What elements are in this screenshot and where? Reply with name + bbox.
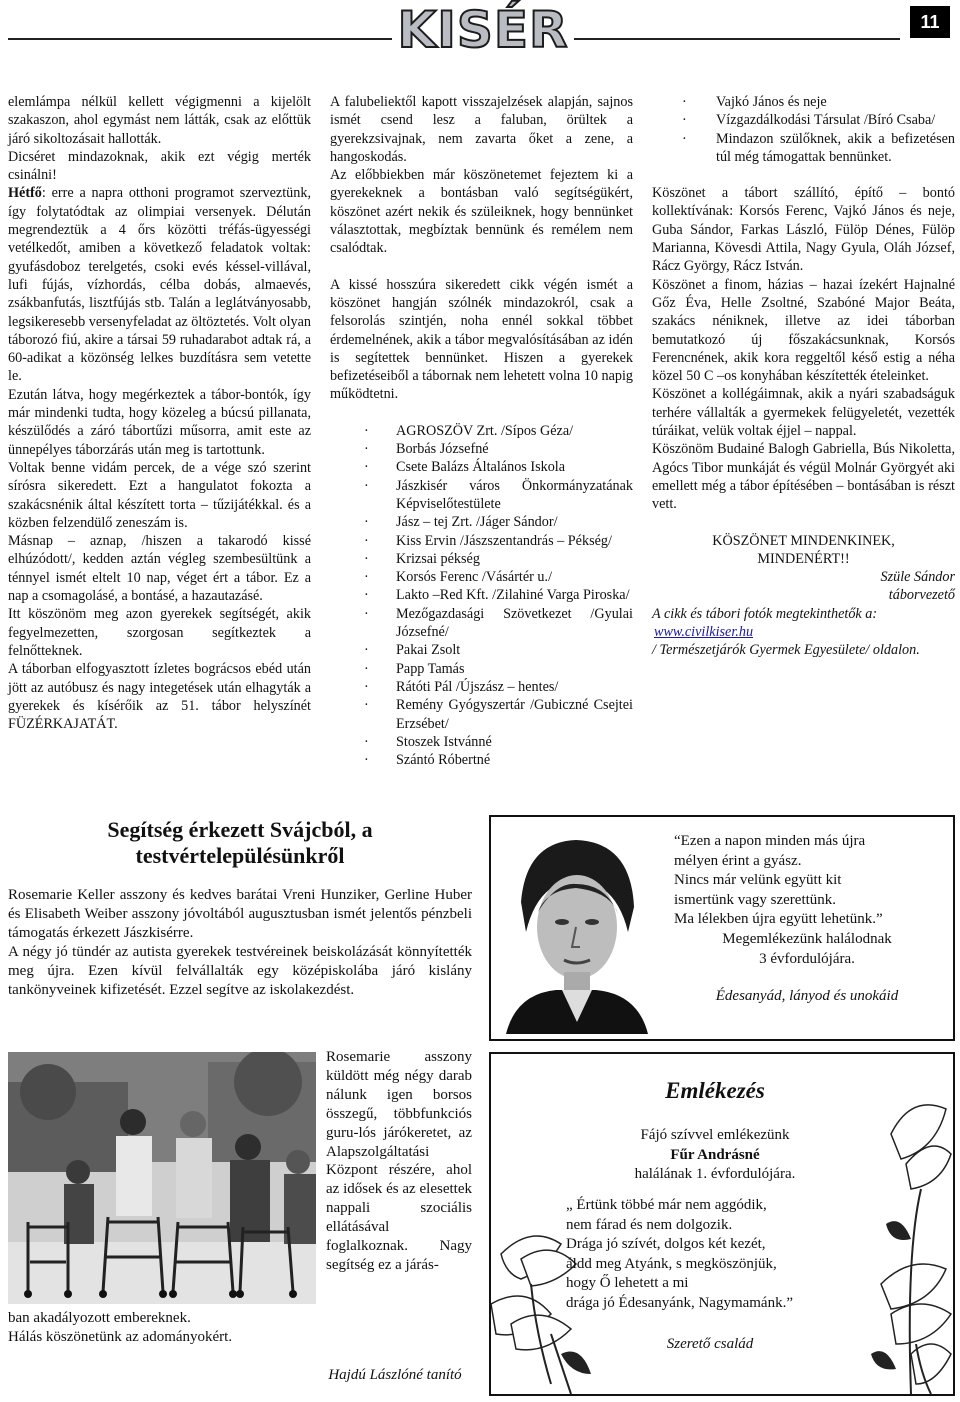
poem-line: Drága jó szívét, dolgos két kezét, — [566, 1236, 766, 1252]
poem-line: „ Értünk többé már nem aggódik, — [566, 1197, 767, 1213]
verse-line: “Ezen a napon minden más újra — [674, 833, 866, 849]
col3-paragraph-4: Köszönöm Budainé Balogh Gabriella, Bús Nikoletta, Agócs Tibor munkáját és végül Molnár Györgyét aki emellett még a tábor építésében – bontásában is részt vett. — [652, 441, 955, 513]
col2-paragraph-3: A kissé hosszúra sikeredett cikk végén ismét a köszönet hangján szólnék mindazokról, csak a felsorolás szintjén, noha ennél sokkal többet érdemelnének, akik a tábor megvalósításában az idén is segítettek bennünket. Hiszen a gyerekek befizetéseiből a tábornak nem lehetett volna 10 napig működtetni. — [330, 276, 633, 403]
thanks-line-1: KÖSZÖNET MINDENKINEK, — [712, 532, 895, 549]
website-link[interactable]: www.civilkiser.hu — [654, 624, 754, 641]
photos-note: A cikk és tábori fotók megtekinthetők a: — [652, 605, 878, 622]
verse-line: Nincs már velünk együtt kit — [674, 872, 842, 889]
column-1 — [8, 93, 311, 733]
list-item: · Pakai Zsolt — [330, 641, 633, 659]
memorial-1-signature: Édesanyád, lányod és unokáid — [715, 988, 899, 1004]
intro-line: halálának 1. évfordulójára. — [634, 1166, 796, 1182]
memorial-2-poem — [566, 1196, 846, 1313]
column-3 — [652, 93, 955, 660]
deceased-name: Fűr Andrásné — [670, 1146, 760, 1163]
signature-role: táborvezető — [888, 587, 955, 604]
verse-line: 3 évfordulójára. — [759, 950, 855, 967]
poem-line: nem fárad és nem dolgozik. — [566, 1216, 733, 1233]
signature-name: Szüle Sándor — [880, 569, 955, 586]
swiss-tail — [8, 1309, 308, 1347]
memorial-2-title: Emlékezés — [665, 1078, 765, 1103]
logo-text: KISÉR — [397, 1, 569, 59]
link-after-text: / Természetjárók Gyermek Egyesülete/ oldalon. — [652, 642, 920, 659]
col3-paragraph-1: Köszönet a tábort szállító, építő – bontó kollektívának: Korsós Ferenc, Vajkó János és neje, Guba Sándor, Farkas László, Fülöp Dénes, Fülöp Marianna, Kövesdi Attila, Nagy Gyula, Oláh József, Rácz György, Rácz István. — [652, 185, 955, 275]
verse-line: Megemlékezünk halálodnak — [722, 930, 892, 947]
list-item: · Jászkisér város Önkormányzatának Képviselőtestülete — [330, 477, 633, 514]
list-item: · Krizsai pékség — [330, 550, 633, 568]
col3-paragraph-2: Köszönet a finom, házias – hazai ízekért Hajnalné Gőz Éva, Helle Zsoltné, Szabóné Major Beáta, szakács néniknek, illetve az idei táborban bemutatkozó új főszakácsunknak, Korsós Ferencnének, akik kora reggeltől késő estig a néha közel 50 C –os konyhában készítették ételeinket. — [652, 276, 955, 385]
swiss-article-title: Segítség érkezett Svájcból, a testvértelepülésünkről — [107, 817, 373, 868]
col2-paragraph-2: Az előbbiekben már köszönetemet fejeztem ki a gyerekeknek a bontásban való segítségükért, köszönet azért nekik és szüleiknek, hogy bennünket választottak, megbíztak bennünk és remélem nem csalódtak. — [330, 167, 633, 257]
list-item: · Mindazon szülőknek, akik a befizetésen túl még támogattak bennünket. — [652, 130, 955, 167]
swiss-paragraph-3: Rosemarie asszony küldött még négy darab nálunk igen borsos összegű, többfunkciós guru-lós járókeretet, az Alapszolgáltatási Központ részére, ahol az idősek és az elesettek nappali szociális ellátásával foglalkoznak. Nagy segítség ez a járás- — [326, 1049, 472, 1273]
monday-label: Hétfő — [8, 185, 42, 202]
swiss-paragraph-2: A négy jó tündér az autista gyerekek testvéreinek beiskolázását könnyítették meg újra. Ezen kívül felvállalták egy középiskolába járó kislány tankönyveinek kifizetését. Ezzel segítve az iskolakezdést. — [8, 943, 472, 998]
col1-paragraph-6: Másnap – aznap, /hiszen a takarodó kissé elhúzódott/, kedden aztán végleg szembesültünk a ténnyel ismét eltelt 10 nap, véget ért a tábor. Ez a nap a csomagolásé, a bontásé, a hazautazásé. — [8, 533, 311, 605]
list-item: · Jász – tej Zrt. /Jáger Sándor/ — [330, 513, 633, 531]
list-item: · Rátóti Pál /Újszász – hentes/ — [330, 678, 633, 696]
col1-paragraph-7: Itt köszönöm meg azon gyerekek segítségét, akik fegyelmezetten, szorgosan segítkeztek a felnőtteknek. — [8, 606, 311, 659]
list-item: · Lakto –Red Kft. /Zilahiné Varga Piroska/ — [330, 586, 633, 604]
list-item: · Remény Gyógyszertár /Gubiczné Csejtei Erzsébet/ — [330, 696, 633, 733]
col1-paragraph-4: Ezután látva, hogy megérkeztek a tábor-bontók, így már mindenki tudta, hogy közeleg a búcsú pillanata, készülődés a záró tábortűzi műsorra, amit este az ünnepélyes táborzárás után meg is tartottunk. — [8, 386, 311, 458]
col2-paragraph-1: A falubeliektől kapott visszajelzések alapján, sajnos ismét csend lesz a faluban, örültek a gyerekzsivajnak, nem zavarta őket a zene, a hangoskodás. — [330, 94, 633, 165]
list-item: · Borbás Józsefné — [330, 440, 633, 458]
swiss-tail-line-1: ban akadályozott embereknek. — [8, 1310, 191, 1326]
masthead — [0, 0, 960, 60]
list-item: · Mezőgazdasági Szövetkezet /Gyulai Józsefné/ — [330, 605, 633, 642]
list-item: · Korsós Ferenc /Vásártér u./ — [330, 568, 633, 586]
swiss-side-text — [326, 1048, 472, 1275]
memorial-2-intro — [590, 1126, 840, 1185]
thanks-line-2: MINDENÉRT!! — [757, 550, 850, 567]
list-item: · Papp Tamás — [330, 660, 633, 678]
poem-line: hogy Ő lehetett a mi — [566, 1275, 689, 1291]
walker-donation-photo — [8, 1052, 316, 1304]
col1-paragraph-5: Voltak benne vidám percek, de a vége szó szerint sírósra sikeredett. Ezt a hangulatot fokozta a szakácsnénik által készített torta – tűzijátékkal. és a közben felzendülő zeneszám is. — [8, 459, 311, 531]
col1-paragraph-2: Dicséret mindazoknak, akik ezt végig merték csinálni! — [8, 148, 311, 184]
col1-paragraph-1: elemlámpa nélkül kellett végigmenni a kijelölt szakaszon, ahol egymást nem látták, csak az előttük járó sikoltozásait hallották. — [8, 94, 311, 147]
list-item: · Vajkó János és neje — [652, 93, 955, 111]
col1-paragraph-3 — [8, 184, 311, 385]
intro-line: Fájó szívvel emlékezünk — [640, 1127, 790, 1143]
sponsor-list-continued — [652, 93, 955, 166]
page-number: 11 — [910, 6, 950, 38]
memorial-portrait — [496, 822, 656, 1034]
column-2 — [330, 93, 633, 769]
swiss-tail-line-2: Hálás köszönetünk az adományokért. — [8, 1328, 233, 1345]
list-item: · Kiss Ervin /Jászszentandrás – Pékség/ — [330, 532, 633, 550]
list-item: · Vízgazdálkodási Társulat /Bíró Csaba/ — [652, 111, 955, 129]
memorial-1-verse — [664, 832, 950, 969]
sponsor-list — [330, 422, 633, 770]
verse-line: Ma lélekben újra együtt lehetünk.” — [674, 911, 883, 928]
col1-paragraph-8: A táborban elfogyasztott ízletes bográcsos ebéd után jött az autóbusz és nagy integetések után elhagyták a gyerekek és kísérőik az 51. tábor helyszínét FÜZÉRKAJATÁT. — [8, 661, 311, 733]
col1-paragraph-3-text: : erre a napra otthoni programot szerveztünk, így folytatódtak az olimpiai versenyek. Délután megrendeztük a 4 őrs közötti tréfás-ügyességi vetélkedőt, amiben a következő feladatok voltak: gyufásdoboz terelgetés, csoki evés késsel-villával, lufi fújás, vízhordás, célba dobás, almaevés, zsákbanfutás, lisztfújás stb. Talán a leglátványosabb, legsikeresebb versenyfeladat az öltöztetés. Volt olyan táborozó fiú, akire a társai 59 ruhadarabot adtak rá, a 60-adikat a közönség lelkes buzdításra sem vetette le. — [8, 185, 311, 385]
list-item: · Csete Balázs Általános Iskola — [330, 458, 633, 476]
list-item: · Stoszek Istvánné — [330, 733, 633, 751]
memorial-2-signature: Szerető család — [666, 1336, 754, 1352]
list-item: · Szántó Róbertné — [330, 751, 633, 769]
swiss-author: Hajdú Lászlóné tanító — [328, 1367, 462, 1383]
poem-line: drága jó Édesanyánk, Nagymamánk.” — [566, 1294, 793, 1311]
swiss-paragraph-1: Rosemarie Keller asszony és kedves barátai Vreni Hunziker, Gerline Huber és Elisabeth Weiber asszony jóvoltából augusztusban ismét jelentős pénzbeli támogatás érkezett Jászkisérre. — [8, 887, 472, 941]
swiss-article-body — [8, 886, 472, 999]
kiser-logo — [392, 2, 574, 58]
verse-line: ismertünk vagy szerettünk. — [674, 891, 837, 908]
verse-line: mélyen érint a gyász. — [674, 852, 802, 869]
col3-paragraph-3: Köszönet a kollégáimnak, akik a nyári szabadságuk terhére vállalták a gyermekek felügyeletét, vezették túráikat, velük voltak éjjel – nappal. — [652, 386, 955, 440]
poem-line: áldd meg Atyánk, s megköszönjük, — [566, 1255, 777, 1272]
list-item: · AGROSZÖV Zrt. /Sípos Géza/ — [330, 422, 633, 440]
